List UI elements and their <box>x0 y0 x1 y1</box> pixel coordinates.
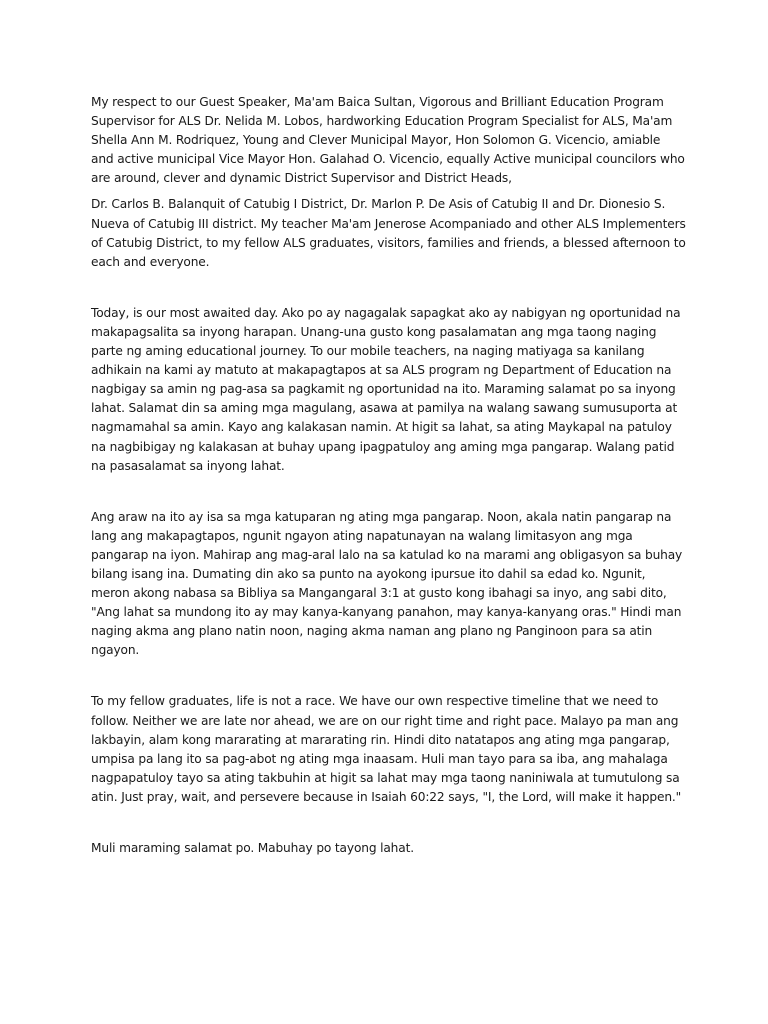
speech-body <box>91 93 686 858</box>
paragraph-closing: Muli maraming salamat po. Mabuhay po tayong lahat. <box>91 841 414 855</box>
paragraph-acknowledgments: My respect to our Guest Speaker, Ma'am Baica Sultan, Vigorous and Brilliant Education Program Supervisor for ALS Dr. Nelida M. Lobos, hardworking Education Program Specialist for ALS, Ma'am Shella Ann M. Rodriquez, Young and Clever Municipal Mayor, Hon Solomon G. Vicencio, amiable and active municipal Vice Mayor Hon. Galahad O. Vicencio, equally Active municipal councilors who are around, clever and dynamic District Supervisor and District Heads, <box>91 95 685 186</box>
paragraph-greetings: Dr. Carlos B. Balanquit of Catubig I District, Dr. Marlon P. De Asis of Catubig II and Dr. Dionesio S. Nueva of Catubig III district. My teacher Ma'am Jenerose Acompaniado and other ALS Implementers of Catubig District, to my fellow ALS graduates, visitors, families and friends, a blessed afternoon to each and everyone. <box>91 197 686 269</box>
paragraph-gratitude: Today, is our most awaited day. Ako po ay nagagalak sapagkat ako ay nabigyan ng oportunidad na makapagsalita sa inyong harapan. Unang-una gusto kong pasalamatan ang mga taong naging parte ng aming educational journey. To our mobile teachers, na naging matiyaga sa kanilang adhikain na kami ay matuto at makapagtapos at sa ALS program ng Department of Education na nagbigay sa amin ng pag-asa sa pagkamit ng oportunidad na ito. Maraming salamat po sa inyong lahat. Salamat din sa aming mga magulang, asawa at pamilya na walang sawang sumusuporta at nagmamahal sa amin. Kayo ang kalakasan namin. At higit sa lahat, sa ating Maykapal na patuloy na nagbibigay ng kalakasan at buhay upang ipagpatuloy ang aming mga pangarap. Walang patid na pasasalamat sa inyong lahat. <box>91 305 681 473</box>
paragraph-fellow-graduates: To my fellow graduates, life is not a race. We have our own respective timeline that we need to follow. Neither we are late nor ahead, we are on our right time and right pace. Malayo pa man ang lakbayin, alam kong mararating at mararating rin. Hindi dito natatapos ang ating mga pangarap, umpisa pa lang ito sa pag-abot ng ating mga inaasam. Huli man tayo para sa iba, ang mahalaga nagpapatuloy tayo sa ating takbuhin at higit sa lahat may mga taong naniniwala at tumutulong sa atin. Just pray, wait, and persevere because in Isaiah 60:22 says, "I, the Lord, will make it happen." <box>91 694 682 804</box>
paragraph-dreams: Ang araw na ito ay isa sa mga katuparan ng ating mga pangarap. Noon, akala natin pangarap na lang ang makapagtapos, ngunit ngayon ating napatunayan na walang limitasyon ang mga pangarap na iyon. Mahirap ang mag-aral lalo na sa katulad ko na marami ang obligasyon sa buhay bilang isang ina. Dumating din ako sa punto na ayokong ipursue ito dahil sa edad ko. Ngunit, meron akong nabasa sa Bibliya sa Mangangaral 3:1 at gusto kong ibahagi sa inyo, ang sabi dito, "Ang lahat sa mundong ito ay may kanya-kanyang panahon, may kanya-kanyang oras." Hindi man naging akma ang plano natin noon, naging akma naman ang plano ng Panginoon para sa atin ngayon. <box>91 509 683 658</box>
